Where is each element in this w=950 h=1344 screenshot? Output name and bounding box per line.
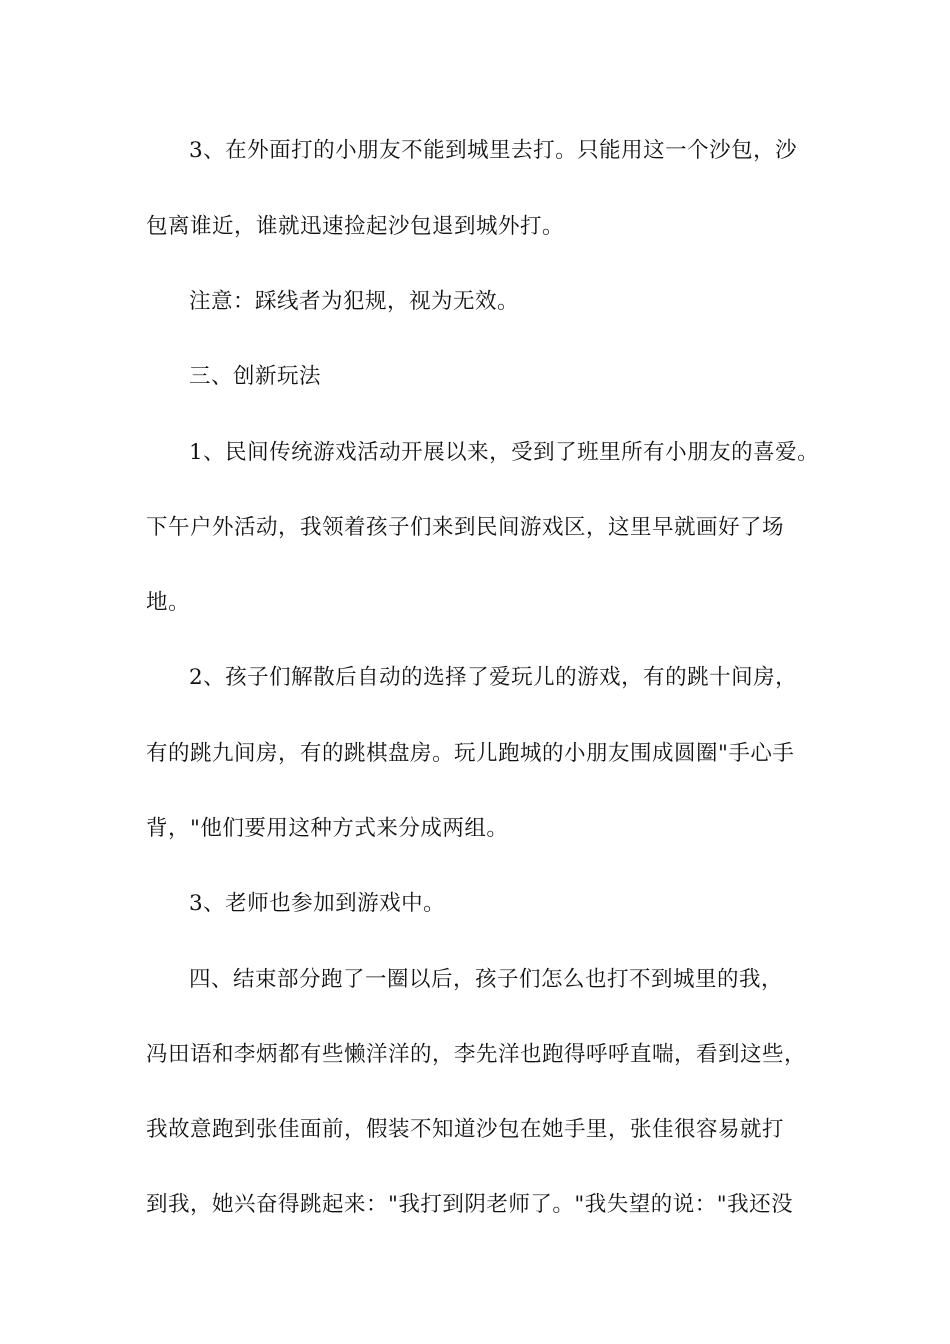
- section-heading: 四、结束部分跑了一圈以后，孩子们怎么也打不到城里的我，: [189, 967, 784, 992]
- paragraph-line: 下午户外活动，我领着孩子们来到民间游戏区，这里早就画好了场: [146, 515, 785, 540]
- paragraph-line: 包离谁近，谁就迅速捡起沙包退到城外打。: [146, 214, 565, 239]
- paragraph-line: 2、孩子们解散后自动的选择了爱玩儿的游戏，有的跳十间房，: [189, 665, 798, 690]
- paragraph-line: 地。: [146, 590, 191, 615]
- paragraph-line: 3、老师也参加到游戏中。: [189, 891, 446, 916]
- paragraph-line: 有的跳九间房，有的跳棋盘房。玩儿跑城的小朋友围成圆圈"手心手: [146, 741, 795, 766]
- paragraph-line: 到我，她兴奋得跳起来："我打到阴老师了。"我失望的说："我还没: [146, 1192, 794, 1217]
- paragraph-line: 我故意跑到张佳面前，假装不知道沙包在她手里，张佳很容易就打: [146, 1117, 785, 1142]
- paragraph-line: 背，"他们要用这种方式来分成两组。: [146, 816, 509, 841]
- section-heading: 三、创新玩法: [189, 364, 322, 389]
- paragraph-line: 3、在外面打的小朋友不能到城里去打。只能用这一个沙包，沙: [189, 138, 798, 163]
- paragraph-line: 冯田语和李炳都有些懒洋洋的，李先洋也跑得呼呼直喘，看到这些，: [146, 1042, 807, 1067]
- note-line: 注意：踩线者为犯规，视为无效。: [189, 289, 520, 314]
- paragraph-line: 1、民间传统游戏活动开展以来，受到了班里所有小朋友的喜爱。: [189, 440, 820, 465]
